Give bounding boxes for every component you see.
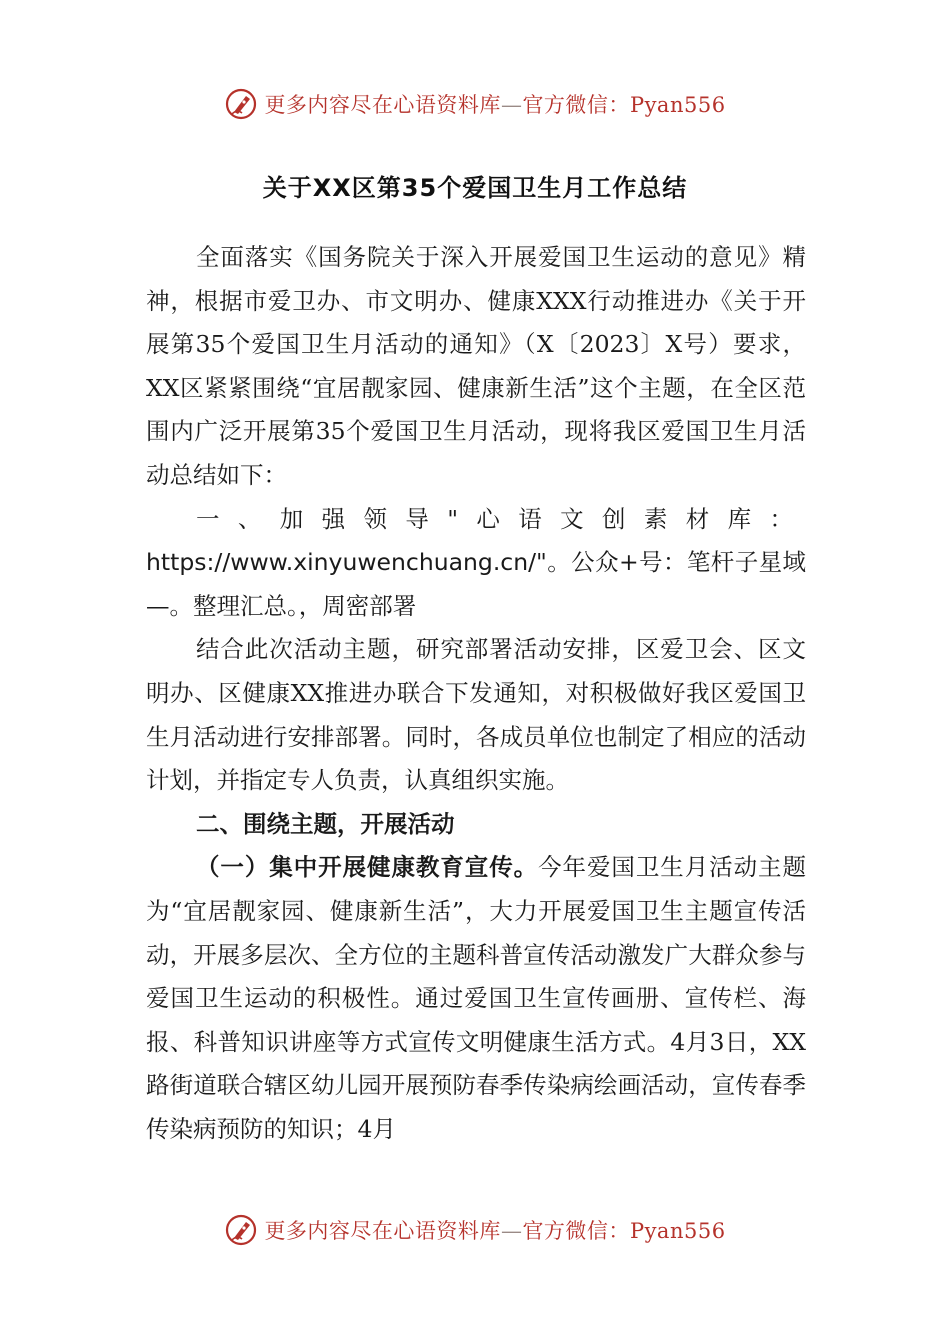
source-link[interactable]: https://www.xinyuwenchuang.cn/ bbox=[146, 548, 537, 577]
header-banner bbox=[0, 84, 950, 124]
document-body bbox=[146, 236, 806, 1151]
intro-paragraph: 全面落实《国务院关于深入开展爱国卫生运动的意见》精神，根据市爱卫办、市文明办、健康XXX行动推进办《关于开展第35个爱国卫生月活动的通知》（X〔2023〕X号）要求，XX区紧紧围绕“宜居靓家园、健康新生活”这个主题，在全区范围内广泛开展第35个爱国卫生月活动，现将我区爱国卫生月活动总结如下： bbox=[146, 243, 806, 489]
subsection1-paragraph: （一）集中开展健康教育宣传。今年爱国卫生月活动主题为“宜居靓家园、健康新生活”，大力开展爱国卫生主题宣传活动，开展多层次、全方位的主题科普宣传活动激发广大群众参与爱国卫生运动的积极性。通过爱国卫生宣传画册、宣传栏、海报、科普知识讲座等方式宣传文明健康生活方式。4月3日，XX路街道联合辖区幼儿园开展预防春季传染病绘画活动，宣传春季传染病预防的知识；4月 bbox=[146, 853, 806, 1143]
pen-nib-logo-icon bbox=[224, 1213, 258, 1247]
section1-heading: 一、加强领导"心语文创素材库：https://www.xinyuwenchuang.cn/"。公众+号：笔杆子星域—。整理汇总。，周密部署 bbox=[146, 504, 806, 620]
pen-nib-logo-icon bbox=[224, 87, 258, 121]
document-title: 关于XX区第35个爱国卫生月工作总结 bbox=[262, 174, 688, 202]
section2-heading: 二、围绕主题，开展活动 bbox=[196, 809, 455, 838]
banner-text: 更多内容尽在心语资料库—官方微信：Pyan556 bbox=[264, 93, 726, 117]
section1-paragraph: 结合此次活动主题，研究部署活动安排，区爱卫会、区文明办、区健康XX推进办联合下发通知，对积极做好我区爱国卫生月活动进行安排部署。同时，各成员单位也制定了相应的活动计划，并指定专人负责，认真组织实施。 bbox=[146, 635, 806, 795]
subsection1-lead: （一）集中开展健康教育宣传。 bbox=[196, 853, 539, 882]
banner-text: 更多内容尽在心语资料库—官方微信：Pyan556 bbox=[264, 1219, 726, 1243]
footer-banner bbox=[0, 1210, 950, 1250]
